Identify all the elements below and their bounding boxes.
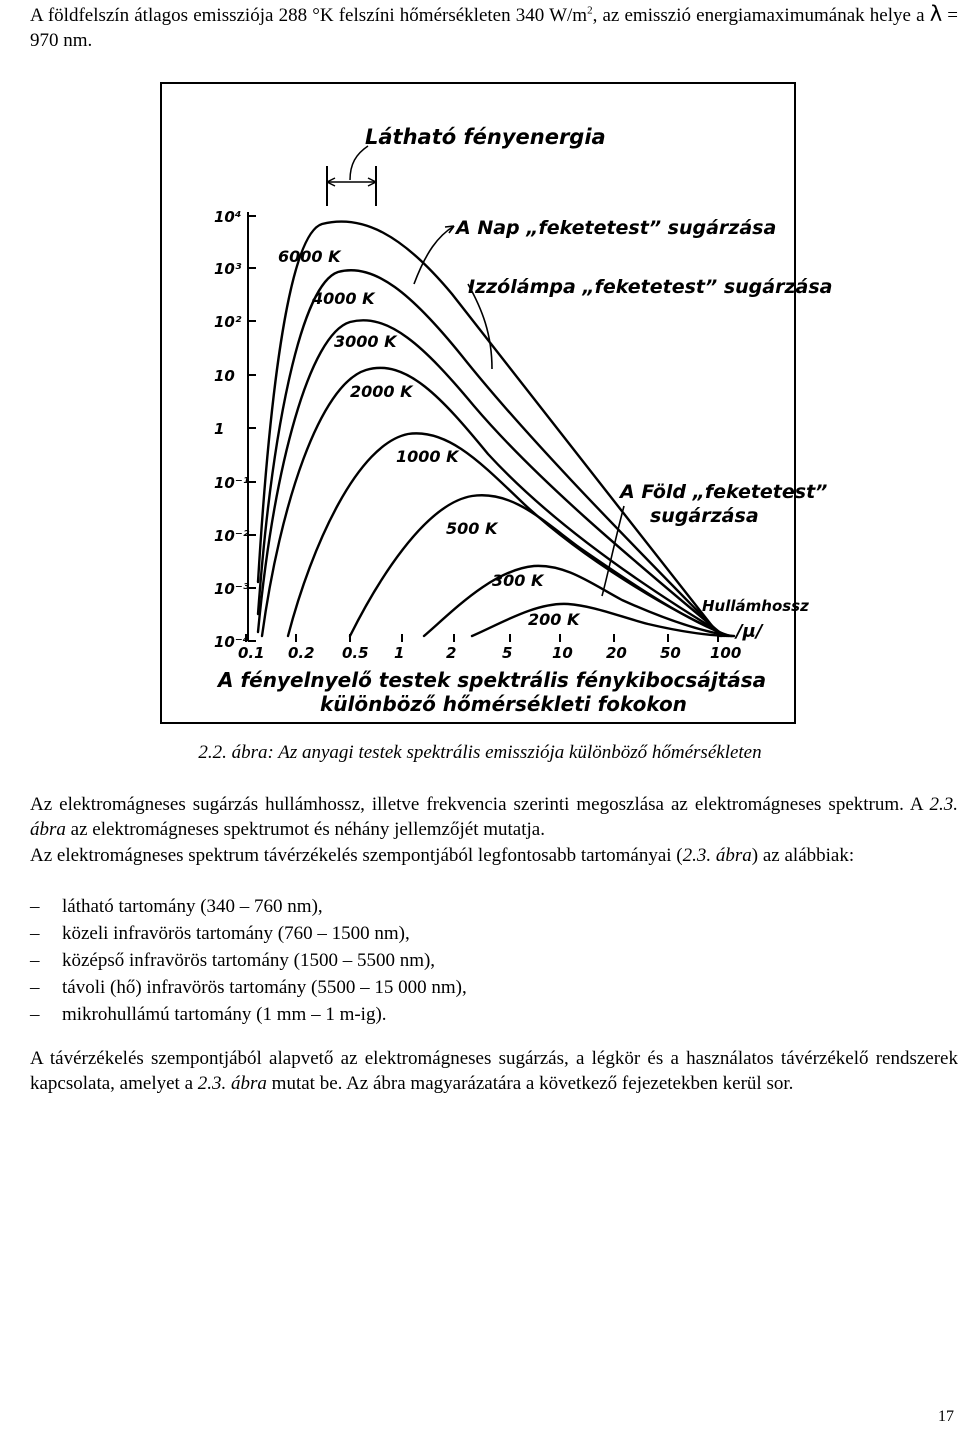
x-tick-label: 50 [660,644,681,662]
curve-label-200: 200 K [528,610,580,629]
range-list [30,893,467,1028]
list-item-text: középső infravörös tartomány (1500 – 5500 nm), [62,950,436,971]
dash-bullet: – [30,896,40,917]
list-item [30,920,467,947]
curve-label-1000: 1000 K [396,447,459,466]
list-item [30,1001,467,1028]
y-tick-label: 10 [214,367,235,385]
annotation-earth-1: A Föld „feketetest” [620,481,828,503]
intro-paragraph [30,2,958,53]
emission-curve [258,320,724,636]
x-tick-label: 0.1 [238,644,265,662]
curve-label-500: 500 K [446,519,498,538]
dash-bullet: – [30,950,40,971]
sec3-text-1: A távérzékelés szempontjából alapvető az elektromágneses sugárzás, a légkör és a használatos távérzékelő rendszerek kapcsolata, amelyet a [30,1048,958,1094]
sec3-text-2: mutat be. Az ábra magyarázatára a következő fejezetekben kerül sor. [266,1073,794,1094]
x-tick-label: 1 [394,644,405,662]
y-tick-label: 10⁴ [214,208,242,226]
sec1-text-2: az elektromágneses spektrumot és néhány jellemzőjét mutatja. [65,819,545,840]
emission-curve [288,433,728,636]
x-tick-label: 0.5 [342,644,369,662]
intro-text-2: , az emisszió energiamaximumának helye a [592,5,930,26]
dash-bullet: – [30,1004,40,1025]
figure-reference: 2.3. ábra [682,845,752,866]
curve-label-2000: 2000 K [350,382,413,401]
paragraph-relationship [30,1046,958,1096]
x-axis-label: Hullámhossz [702,597,809,615]
y-tick-label: 10² [214,313,242,331]
x-tick-label: 20 [606,644,627,662]
intro-text-3: = 970 nm. [30,5,958,51]
figure-title-line-1: A fényelnyelő testek spektrális fénykibocsájtása [218,668,767,692]
spectral-emission-figure [160,82,833,724]
lambda-symbol: λ [929,2,943,26]
figure-reference: 2.3. ábra [197,1073,267,1094]
y-tick-label: 10⁻² [214,527,250,545]
list-item-text: látható tartomány (340 – 760 nm), [62,896,323,917]
curve-label-300: 300 K [492,571,544,590]
paragraph-spectrum [30,792,958,842]
y-tick-label: 10³ [214,260,242,278]
paragraph-ranges [30,843,958,868]
intro-text-1: A földfelszín átlagos emissziója 288 °K felszíni hőmérsékleten 340 W/m [30,5,588,26]
x-tick-label: 0.2 [288,644,315,662]
curve-label-4000: 4000 K [312,289,375,308]
y-tick-label: 10⁻³ [214,580,250,598]
dash-bullet: – [30,977,40,998]
annotation-lamp: Izzólámpa „feketetest” sugárzása [468,276,833,298]
curve-label-6000: 6000 K [278,247,341,266]
x-tick-label: 10 [552,644,573,662]
sec2-text-2: ) az alábbiak: [751,845,855,866]
list-item-text: távoli (hő) infravörös tartomány (5500 – 15 000 nm), [62,977,467,998]
y-tick-label: 10⁻¹ [214,474,250,492]
list-item-text: közeli infravörös tartomány (760 – 1500 nm), [62,923,410,944]
x-axis-unit: /μ/ [736,621,763,642]
annotation-sun: A Nap „feketetest” sugárzása [456,217,777,239]
figure-caption: 2.2. ábra: Az anyagi testek spektrális emissziója különböző hőmérsékleten [198,742,762,763]
x-tick-label: 5 [502,644,513,662]
figure-reference: 2.3. ábra [30,794,958,840]
annotation-earth-2: sugárzása [650,505,759,527]
figure-title-line-2: különböző hőmérsékleti fokokon [320,692,687,716]
list-item [30,947,467,974]
x-tick-label: 2 [446,644,457,662]
intro-superscript: 2 [587,4,593,17]
visible-light-label: Látható fényenergia [365,125,606,149]
list-item [30,974,467,1001]
y-tick-label: 10⁻⁴ [214,633,250,651]
sec2-text-1: Az elektromágneses spektrum távérzékelés szempontjából legfontosabb tartományai ( [30,845,683,866]
y-tick-label: 1 [214,420,225,438]
list-item-text: mikrohullámú tartomány (1 mm – 1 m-ig). [62,1004,387,1025]
curve-label-3000: 3000 K [334,332,397,351]
dash-bullet: – [30,923,40,944]
list-item [30,893,467,920]
x-tick-label: 100 [710,644,742,662]
page-number: 17 [938,1408,954,1425]
sec1-text-1: Az elektromágneses sugárzás hullámhossz, illetve frekvencia szerinti megoszlása az elektromágneses spektrum. A [30,794,930,815]
